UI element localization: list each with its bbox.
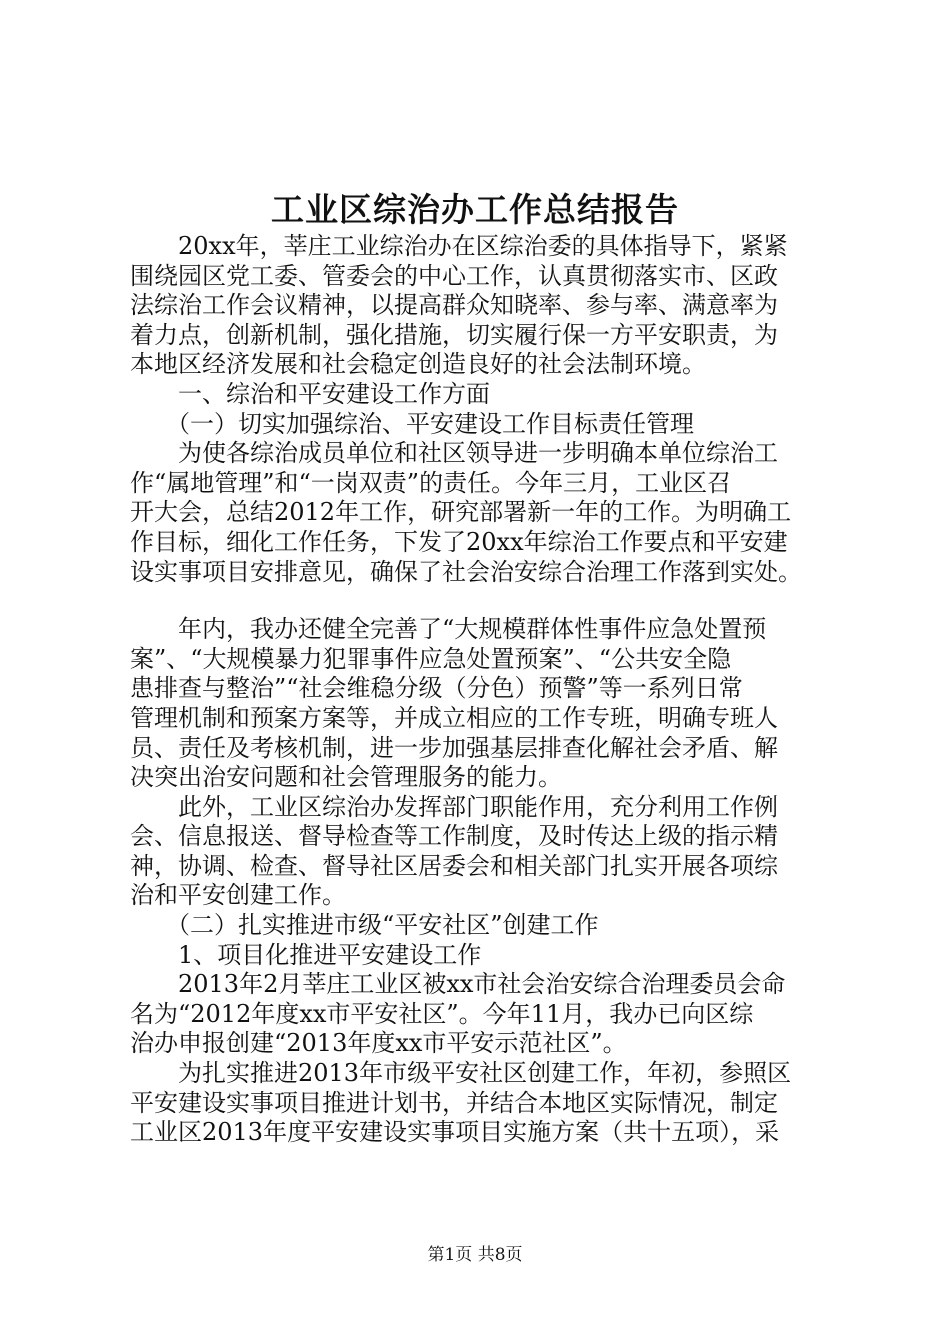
text-line: 治办申报创建“2013年度xx市平安示范社区”。 xyxy=(130,1029,627,1058)
text-line: 平安建设实事项目推进计划书，并结合本地区实际情况，制定 xyxy=(130,1088,778,1117)
text-line: 开大会，总结2012年工作，研究部署新一年的工作。为明确工 xyxy=(130,498,792,527)
document-body xyxy=(130,232,830,1148)
text-line: 作“属地管理”和“一岗双责”的责任。今年三月，工业区召 xyxy=(130,468,732,497)
subsection-heading: （二）扎实推进市级“平安社区”创建工作 xyxy=(130,911,599,940)
text-line: 此外，工业区综治办发挥部门职能作用，充分利用工作例 xyxy=(130,792,778,821)
text-line: 名为“2012年度xx市平安社区”。今年11月，我办已向区综 xyxy=(130,999,754,1028)
text-line: 会、信息报送、督导检查等工作制度，及时传达上级的指示精 xyxy=(130,822,778,851)
text-line: 作目标，细化工作任务，下发了20xx年综治工作要点和平安建 xyxy=(130,527,788,556)
text-line: 为使各综治成员单位和社区领导进一步明确本单位综治工 xyxy=(130,439,778,468)
text-line: 患排查与整治”“社会维稳分级（分色）预警”等一系列日常 xyxy=(130,674,743,703)
item-heading: 1、项目化推进平安建设工作 xyxy=(130,940,482,969)
text-line: 员、责任及考核机制，进一步加强基层排查化解社会矛盾、解 xyxy=(130,733,778,762)
text-line: 着力点，创新机制，强化措施，切实履行保一方平安职责，为 xyxy=(130,320,778,349)
text-line: 工业区2013年度平安建设实事项目实施方案（共十五项），采 xyxy=(130,1118,780,1147)
text-line: 20xx年，莘庄工业综治办在区综治委的具体指导下，紧紧 xyxy=(130,232,788,260)
section-heading: 一、综治和平安建设工作方面 xyxy=(130,379,490,408)
text-line: 年内，我办还健全完善了“大规模群体性事件应急处置预 xyxy=(130,615,767,644)
subsection-heading: （一）切实加强综治、平安建设工作目标责任管理 xyxy=(130,409,694,438)
text-line: 围绕园区党工委、管委会的中心工作，认真贯彻落实市、区政 xyxy=(130,261,778,290)
text-line: 法综治工作会议精神，以提高群众知晓率、参与率、满意率为 xyxy=(130,291,778,320)
text-line: 治和平安创建工作。 xyxy=(130,881,346,910)
text-line: 设实事项目安排意见，确保了社会治安综合治理工作落到实处。 xyxy=(130,557,802,586)
text-line: 案”、“大规模暴力犯罪事件应急处置预案”、“公共安全隐 xyxy=(130,644,732,673)
text-line: 神，协调、检查、督导社区居委会和相关部门扎实开展各项综 xyxy=(130,851,778,880)
page-number-footer: 第1页 共8页 xyxy=(427,1245,523,1265)
text-line: 为扎实推进2013年市级平安社区创建工作，年初，参照区 xyxy=(130,1059,792,1088)
page-title: 工业区综治办工作总结报告 xyxy=(271,190,679,229)
text-line: 2013年2月莘庄工业区被xx市社会治安综合治理委员会命 xyxy=(130,970,786,999)
text-line: 本地区经济发展和社会稳定创造良好的社会法制环境。 xyxy=(130,350,706,379)
text-line: 决突出治安问题和社会管理服务的能力。 xyxy=(130,763,562,792)
text-line: 管理机制和预案方案等，并成立相应的工作专班，明确专班人 xyxy=(130,703,778,732)
